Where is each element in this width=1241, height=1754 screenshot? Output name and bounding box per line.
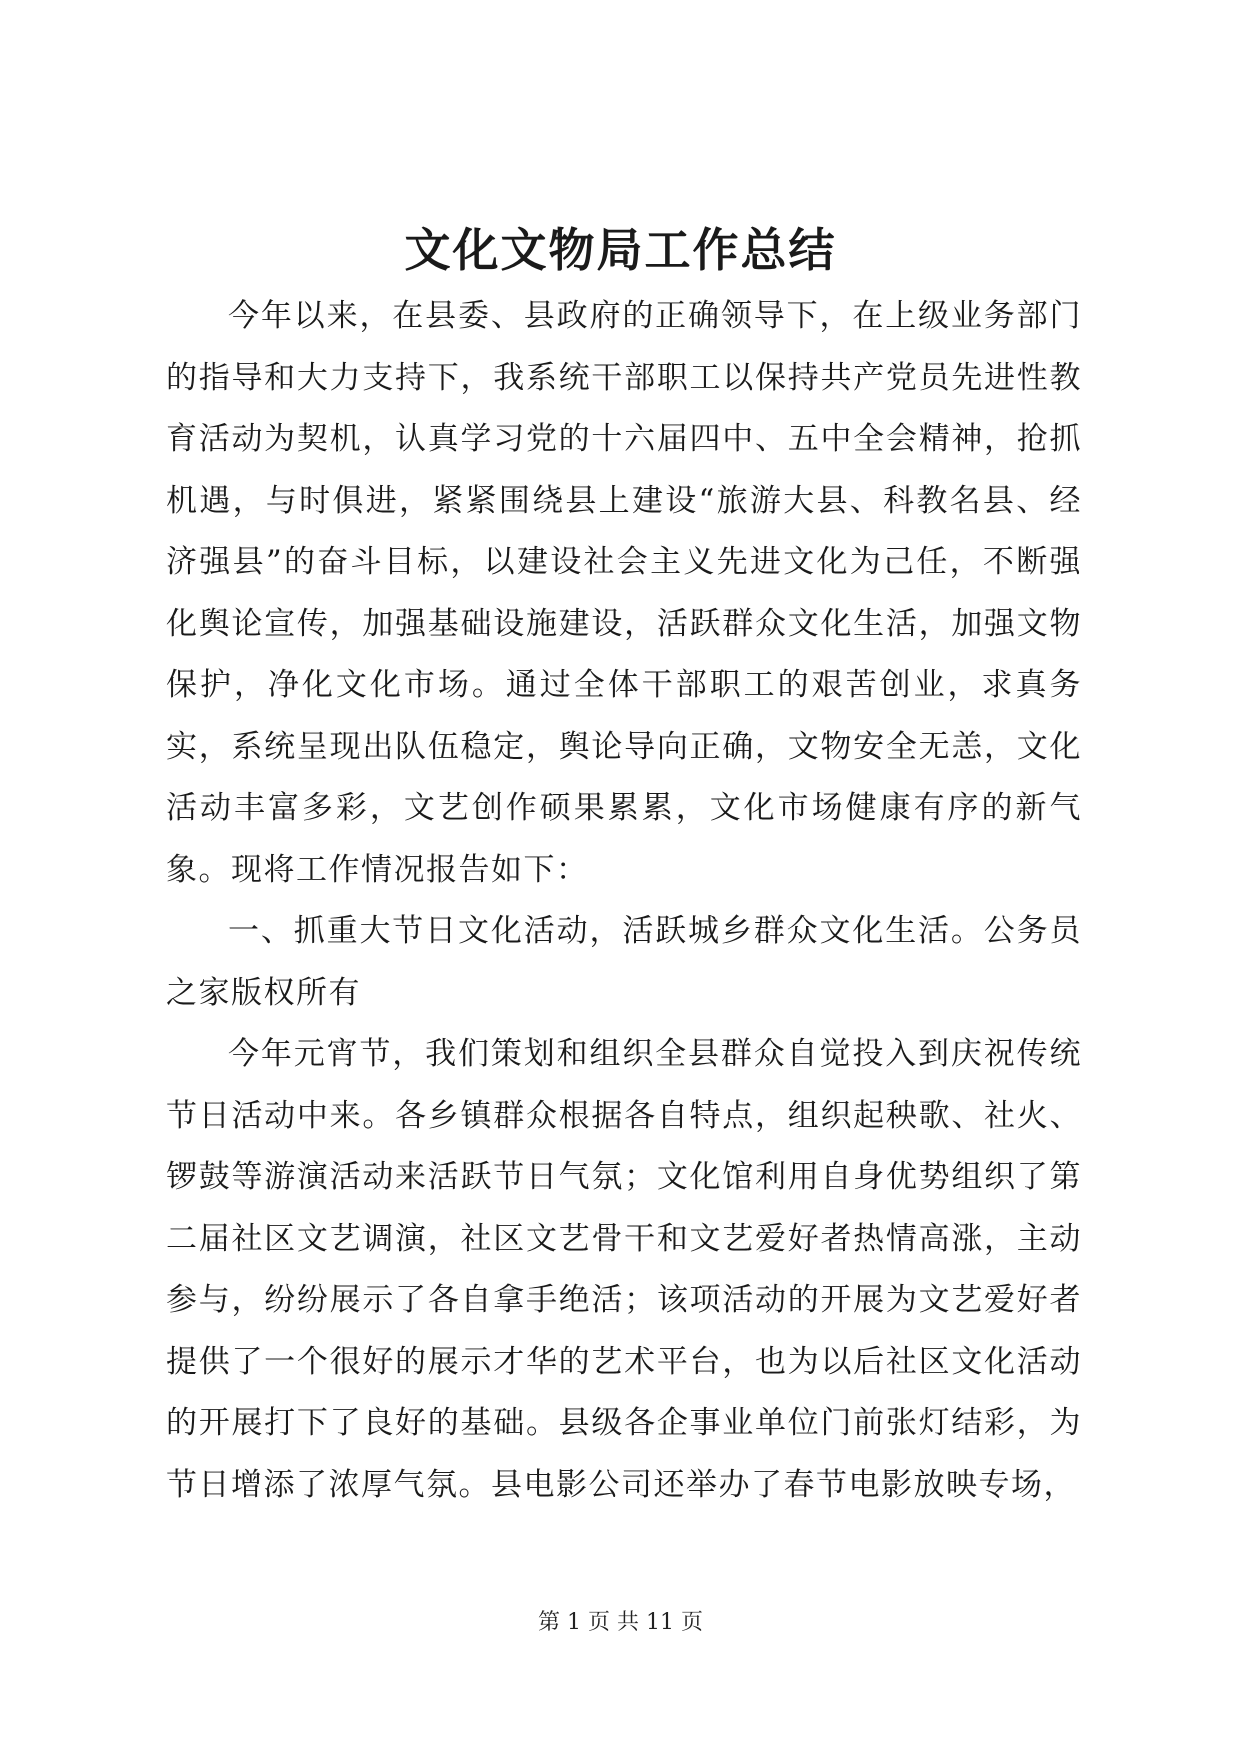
paragraph-section-heading: 一、抓重大节日文化活动，活跃城乡群众文化生活。公务员之家版权所有 — [166, 913, 1082, 1011]
paragraph-intro: 今年以来，在县委、县政府的正确领导下，在上级业务部门的指导和大力支持下，我系统干部职工以保持共产党员先进性教育活动为契机，认真学习党的十六届四中、五中全会精神，抢抓机遇，与时俱进，紧紧围绕县上建设“旅游大县、科教名县、经济强县”的奋斗目标，以建设社会主义先进文化为己任，不断强化舆论宣传，加强基础设施建设，活跃群众文化生活，加强文物保护，净化文化市场。通过全体干部职工的艰苦创业，求真务实，系统呈现出队伍稳定，舆论导向正确，文物安全无恙，文化活动丰富多彩，文艺创作硕果累累，文化市场健康有序的新气象。现将工作情况报告如下： — [166, 298, 1082, 888]
paragraph-lantern-festival: 今年元宵节，我们策划和组织全县群众自觉投入到庆祝传统节日活动中来。各乡镇群众根据各自特点，组织起秧歌、社火、锣鼓等游演活动来活跃节日气氛；文化馆利用自身优势组织了第二届社区文艺调演，社区文艺骨干和文艺爱好者热情高涨，主动参与，纷纷展示了各自拿手绝活；该项活动的开展为文艺爱好者提供了一个很好的展示才华的艺术平台，也为以后社区文化活动的开展打下了良好的基础。县级各企事业单位门前张灯结彩，为节日增添了浓厚气氛。县电影公司还举办了春节电影放映专场， — [166, 1036, 1082, 1503]
page-number-footer: 第 1 页 共 11 页 — [538, 1610, 703, 1635]
document-title: 文化文物局工作总结 — [404, 223, 837, 277]
document-body — [166, 286, 1082, 1516]
